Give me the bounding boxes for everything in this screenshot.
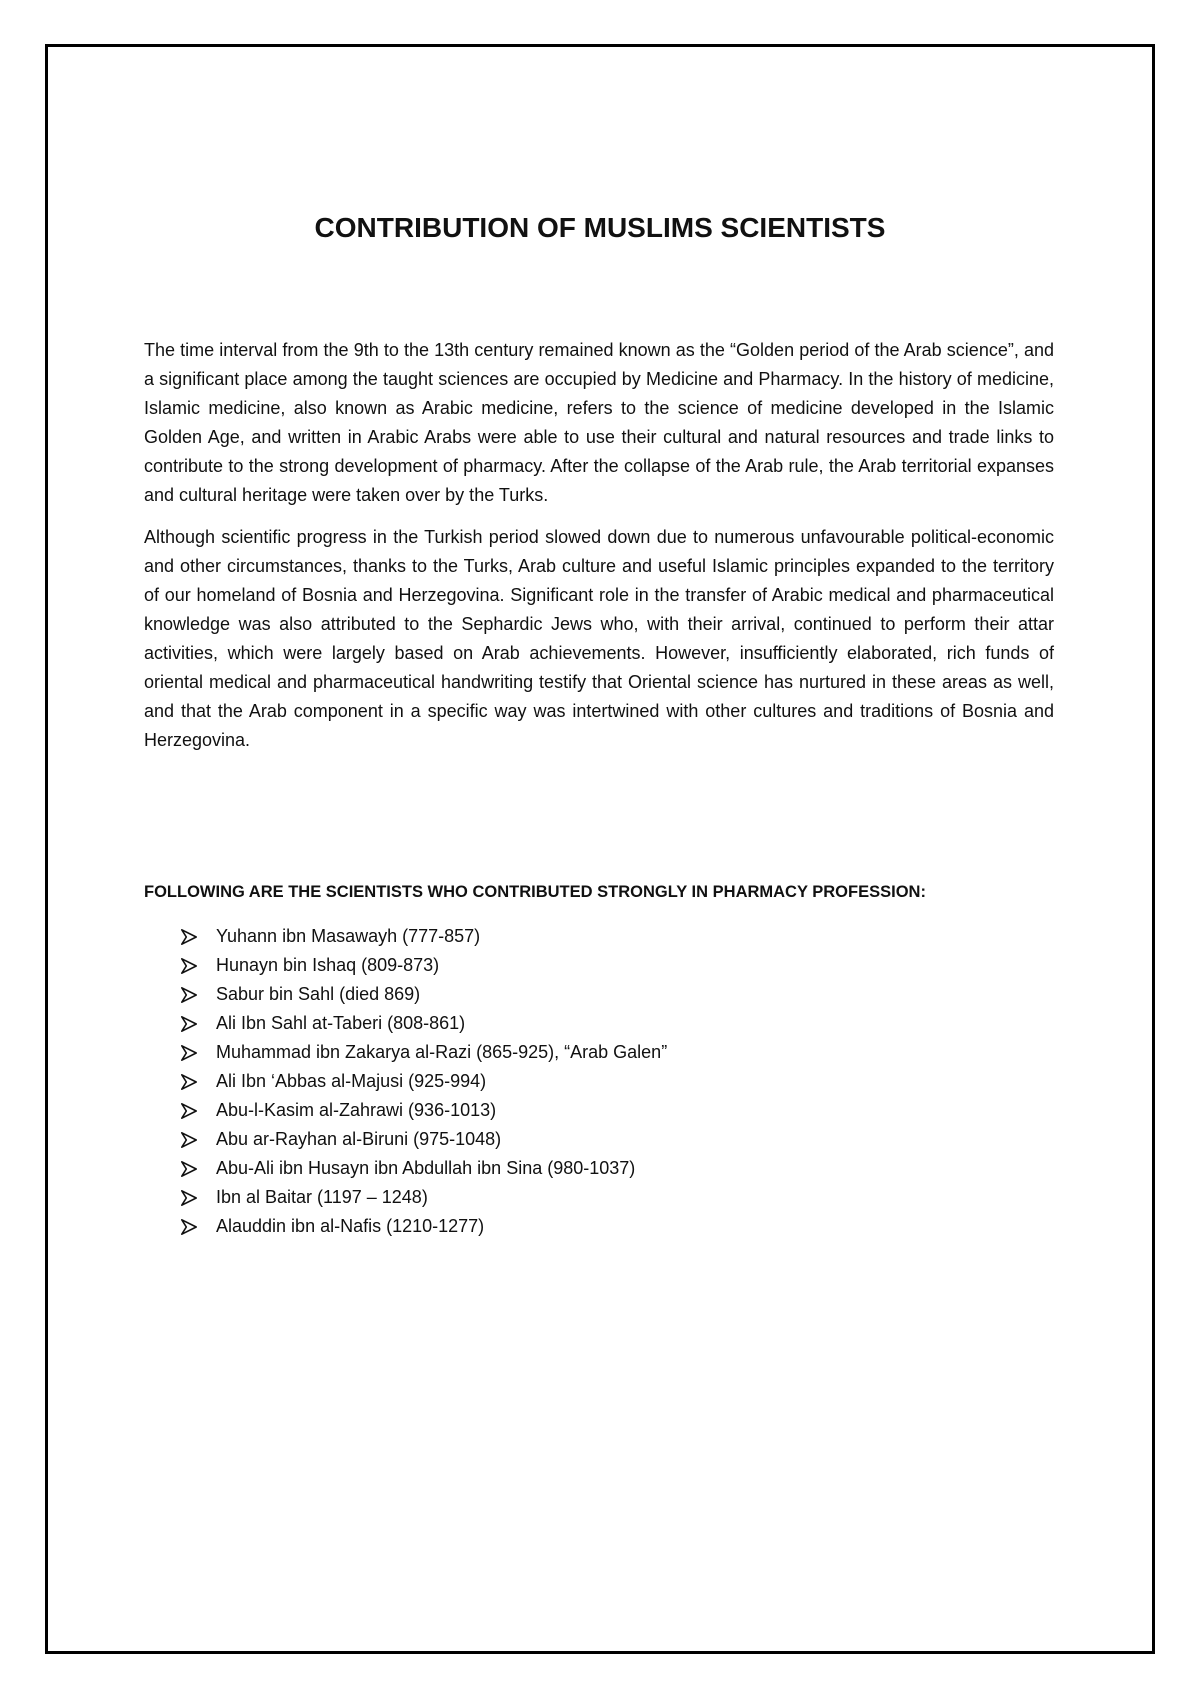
arrowhead-bullet-icon — [180, 1160, 198, 1178]
list-item — [180, 1038, 667, 1067]
list-item — [180, 1154, 667, 1183]
page-border — [45, 44, 1155, 1654]
arrowhead-bullet-icon — [180, 1102, 198, 1120]
arrowhead-bullet-icon — [180, 957, 198, 975]
list-item — [180, 1096, 667, 1125]
scientist-name: Sabur bin Sahl (died 869) — [216, 984, 421, 1004]
body-text — [144, 336, 1054, 768]
scientist-name: Abu-Ali ibn Husayn ibn Abdullah ibn Sina (980-1037) — [216, 1158, 636, 1178]
scientist-name: Yuhann ibn Masawayh (777-857) — [216, 926, 481, 946]
scientist-name: Ibn al Baitar (1197 – 1248) — [216, 1187, 428, 1207]
paragraph-golden-period: The time interval from the 9th to the 13th century remained known as the “Golden period of the Arab science”, and a significant place among the taught sciences are occupied by Medicine and Pharmacy. In the history of medicine, Islamic medicine, also known as Arabic medicine, refers to the science of medicine developed in the Islamic Golden Age, and written in Arabic Arabs were able to use their cultural and natural resources and trade links to contribute to the strong development of pharmacy. After the collapse of the Arab rule, the Arab territorial expanses and cultural heritage were taken over by the Turks. — [144, 340, 1054, 505]
scientist-name: Abu-l-Kasim al-Zahrawi (936-1013) — [216, 1100, 497, 1120]
list-item — [180, 1067, 667, 1096]
arrowhead-bullet-icon — [180, 928, 198, 946]
list-item — [180, 1183, 667, 1212]
arrowhead-bullet-icon — [180, 1131, 198, 1149]
document-title: CONTRIBUTION OF MUSLIMS SCIENTISTS — [314, 212, 886, 243]
scientist-name: Ali Ibn Sahl at-Taberi (808-861) — [216, 1013, 466, 1033]
scientist-name: Ali Ibn ‘Abbas al-Majusi (925-994) — [216, 1071, 487, 1091]
list-item — [180, 980, 667, 1009]
list-item — [180, 1009, 667, 1038]
arrowhead-bullet-icon — [180, 1218, 198, 1236]
list-item — [180, 1125, 667, 1154]
list-item — [180, 1212, 667, 1241]
list-item — [180, 951, 667, 980]
scientist-name: Hunayn bin Ishaq (809-873) — [216, 955, 440, 975]
section-heading: FOLLOWING ARE THE SCIENTISTS WHO CONTRIBUTED STRONGLY IN PHARMACY PROFESSION: — [144, 883, 926, 901]
arrowhead-bullet-icon — [180, 1073, 198, 1091]
arrowhead-bullet-icon — [180, 1189, 198, 1207]
scientist-name: Alauddin ibn al-Nafis (1210-1277) — [216, 1216, 485, 1236]
scientist-list — [180, 922, 667, 1241]
arrowhead-bullet-icon — [180, 1044, 198, 1062]
scientist-name: Muhammad ibn Zakarya al-Razi (865-925), “Arab Galen” — [216, 1042, 668, 1062]
arrowhead-bullet-icon — [180, 986, 198, 1004]
paragraph-turkish-period: Although scientific progress in the Turkish period slowed down due to numerous unfavourable political-economic and other circumstances, thanks to the Turks, Arab culture and useful Islamic principles expanded to the territory of our homeland of Bosnia and Herzegovina. Significant role in the transfer of Arabic medical and pharmaceutical knowledge was also attributed to the Sephardic Jews who, with their arrival, continued to perform their attar activities, which were largely based on Arab achievements. However, insufficiently elaborated, rich funds of oriental medical and pharmaceutical handwriting testify that Oriental science has nurtured in these areas as well, and that the Arab component in a specific way was intertwined with other cultures and traditions of Bosnia and Herzegovina. — [144, 527, 1054, 750]
scientist-name: Abu ar-Rayhan al-Biruni (975-1048) — [216, 1129, 502, 1149]
arrowhead-bullet-icon — [180, 1015, 198, 1033]
list-item — [180, 922, 667, 951]
